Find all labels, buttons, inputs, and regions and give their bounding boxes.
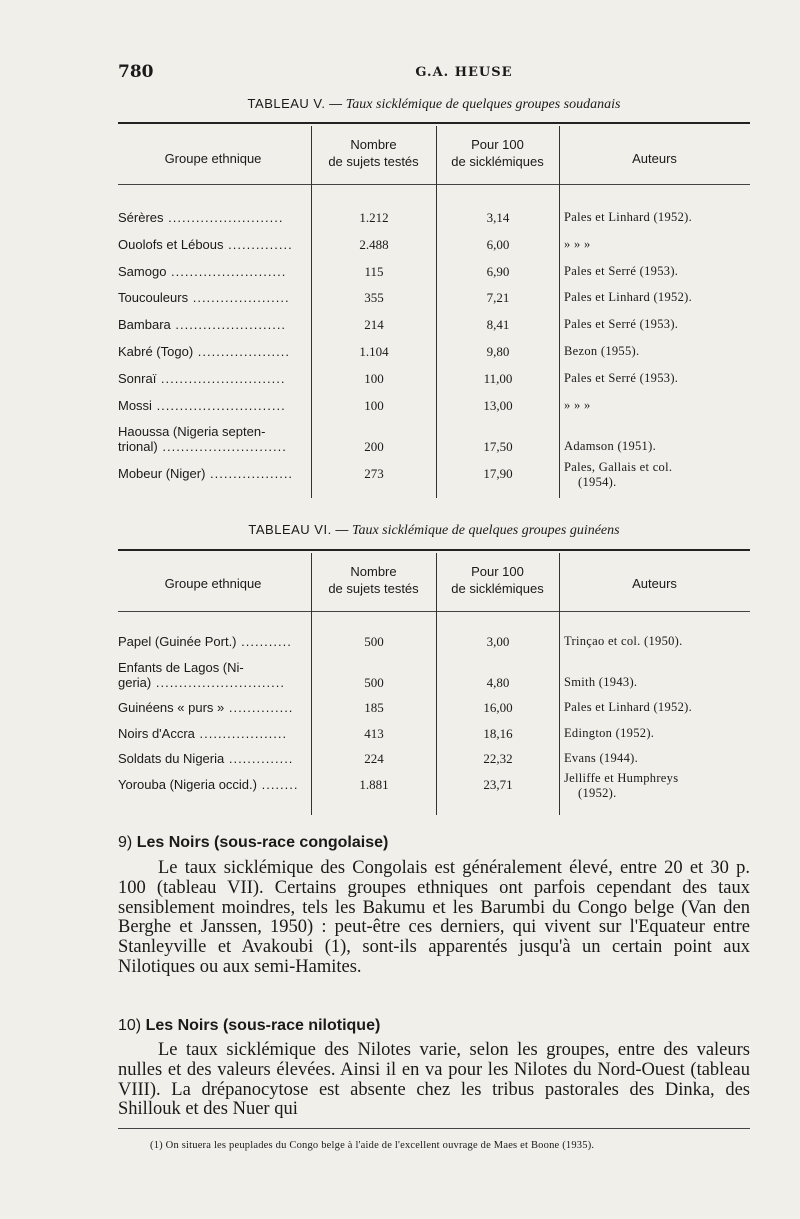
cell-percent: 13,00 — [483, 397, 513, 413]
section9-heading: 9) Les Noirs (sous-race congolaise) — [118, 834, 389, 851]
cell-number: 214 — [364, 317, 384, 333]
cell-percent: 23,71 — [483, 776, 513, 792]
cell-authors: Edington (1952). — [564, 725, 655, 740]
cell-number: 2.488 — [359, 236, 389, 252]
cell-number: 185 — [364, 700, 384, 715]
cell-group: Ouolofs et Lébous .............. — [118, 236, 293, 252]
cell-number: 273 — [364, 466, 384, 482]
cell-group: Haoussa (Nigeria septen- trional) ........................... — [118, 424, 287, 455]
cell-authors: Smith (1943). — [564, 674, 638, 689]
cell-percent: 17,90 — [483, 466, 513, 482]
col-header-group: Groupe ethnique — [164, 576, 262, 591]
cell-percent: 7,21 — [486, 290, 510, 306]
footnote-rule — [118, 1128, 750, 1129]
page-number: 780 — [118, 62, 154, 82]
page-header — [118, 62, 750, 86]
cell-group: Samogo ......................... — [118, 263, 287, 279]
cell-authors: Pales et Linhard (1952). — [564, 210, 693, 224]
cell-group: Toucouleurs ..................... — [118, 290, 290, 306]
cell-group: Soldats du Nigeria .............. — [118, 751, 294, 766]
cell-authors: Evans (1944). — [564, 751, 639, 765]
cell-percent: 3,00 — [486, 634, 510, 649]
cell-number: 1.104 — [359, 344, 389, 359]
cell-percent: 11,00 — [483, 370, 513, 386]
cell-percent: 8,41 — [486, 317, 510, 333]
section9-title: Les Noirs (sous-race congolaise) — [136, 834, 389, 851]
table6-title: Taux sicklémique de quelques groupes guinéens — [351, 523, 620, 538]
cell-group: Sérères ......................... — [118, 210, 284, 225]
cell-percent: 18,16 — [483, 725, 513, 741]
cell-group: Kabré (Togo) .................... — [118, 344, 291, 359]
col-header-number: Nombre de sujets testés — [328, 564, 419, 596]
cell-percent: 9,80 — [486, 344, 510, 359]
cell-percent: 6,00 — [486, 236, 510, 252]
cell-group: Yorouba (Nigeria occid.) ........ — [118, 776, 299, 792]
col-header-number: Nombre de sujets testés — [328, 137, 419, 169]
cell-percent: 22,32 — [483, 751, 513, 766]
cell-number: 100 — [364, 370, 384, 386]
cell-authors: Adamson (1951). — [564, 439, 656, 454]
table5-caption: TABLEAU V. — Taux sicklémique de quelques groupes soudanais — [247, 96, 621, 112]
table5-label: TABLEAU V. — [247, 96, 326, 111]
cell-percent: 6,90 — [486, 263, 510, 279]
cell-number: 500 — [364, 674, 384, 690]
section10-paragraph: Le taux sicklémique des Nilotes varie, selon les groupes, entre des valeurs nulles et des valeurs élevées. Ainsi il en va pour les Nilotes du Nord-Ouest (tableau VIII). La drépanocytose est absente chez les tribus pastorales des Dinka, des Shillouk et des Nuer qui — [118, 1040, 750, 1120]
cell-authors: Pales et Linhard (1952). — [564, 290, 693, 305]
cell-authors: Pales, Gallais et col. (1954). — [564, 460, 673, 490]
running-head: G.A. HEUSE — [415, 65, 513, 80]
cell-authors: Jelliffe et Humphreys (1952). — [564, 770, 679, 800]
cell-authors: » » » — [564, 397, 591, 412]
cell-authors: Pales et Serré (1953). — [564, 263, 679, 278]
cell-group: Mobeur (Niger) .................. — [118, 466, 294, 482]
cell-number: 224 — [364, 751, 384, 766]
col-header-percent: Pour 100 de sicklémiques — [451, 137, 544, 169]
table6-label: TABLEAU VI. — [248, 522, 332, 537]
col-header-authors: Auteurs — [632, 576, 677, 591]
table6 — [118, 543, 750, 818]
cell-number: 200 — [364, 439, 384, 455]
cell-number: 1.881 — [359, 776, 389, 792]
cell-authors: » » » — [564, 236, 591, 251]
cell-group: Enfants de Lagos (Ni- geria) ............................ — [118, 659, 285, 690]
cell-authors: Pales et Serré (1953). — [564, 370, 679, 385]
col-header-percent: Pour 100 de sicklémiques — [451, 564, 544, 596]
col-header-authors: Auteurs — [632, 151, 677, 166]
cell-number: 500 — [364, 634, 384, 649]
cell-authors: Trinçao et col. (1950). — [564, 634, 683, 648]
cell-number: 100 — [364, 397, 384, 413]
section9-paragraph: Le taux sicklémique des Congolais est généralement élevé, entre 20 et 30 p. 100 (tableau VII). Certains groupes ethniques ont parfois cependant des taux sensiblement moindres, tels les Bakumu et les Barumbi du Congo belge (Van den Berghe et Janssen, 1950) : peut-être ces derniers, qui vivent sur l'Equateur entre Stanleyville et Avakoubi (1), sont-ils apparentés jusqu'à un certain point aux Nilotiques ou aux semi-Hamites. — [118, 858, 750, 977]
cell-number: 1.212 — [359, 210, 389, 225]
cell-group: Sonraï ........................... — [118, 370, 286, 386]
cell-percent: 3,14 — [486, 210, 510, 225]
cell-group: Guinéens « purs » .............. — [118, 700, 294, 715]
cell-percent: 4,80 — [486, 674, 510, 690]
col-header-group: Groupe ethnique — [164, 151, 262, 166]
cell-authors: Pales et Linhard (1952). — [564, 700, 693, 714]
table5-title: Taux sicklémique de quelques groupes soudanais — [345, 97, 621, 112]
cell-authors: Bezon (1955). — [564, 344, 640, 358]
table6-caption: TABLEAU VI. — Taux sicklémique de quelques groupes guinéens — [248, 522, 620, 538]
cell-percent: 16,00 — [483, 700, 513, 715]
cell-number: 413 — [364, 725, 384, 741]
cell-number: 115 — [364, 263, 384, 279]
cell-authors: Pales et Serré (1953). — [564, 317, 679, 332]
section10-title: Les Noirs (sous-race nilotique) — [145, 1017, 381, 1034]
cell-group: Mossi ............................ — [118, 397, 286, 413]
section10-heading: 10) Les Noirs (sous-race nilotique) — [118, 1017, 381, 1034]
footnote: (1) On situera les peuplades du Congo belge à l'aide de l'excellent ouvrage de Maes et Boone (1935). — [150, 1140, 595, 1151]
cell-percent: 17,50 — [483, 439, 513, 455]
cell-group: Noirs d'Accra ................... — [118, 725, 288, 741]
cell-group: Papel (Guinée Port.) ........... — [118, 634, 292, 649]
cell-number: 355 — [364, 290, 384, 306]
cell-group: Bambara ........................ — [118, 317, 287, 333]
table5 — [118, 118, 750, 503]
